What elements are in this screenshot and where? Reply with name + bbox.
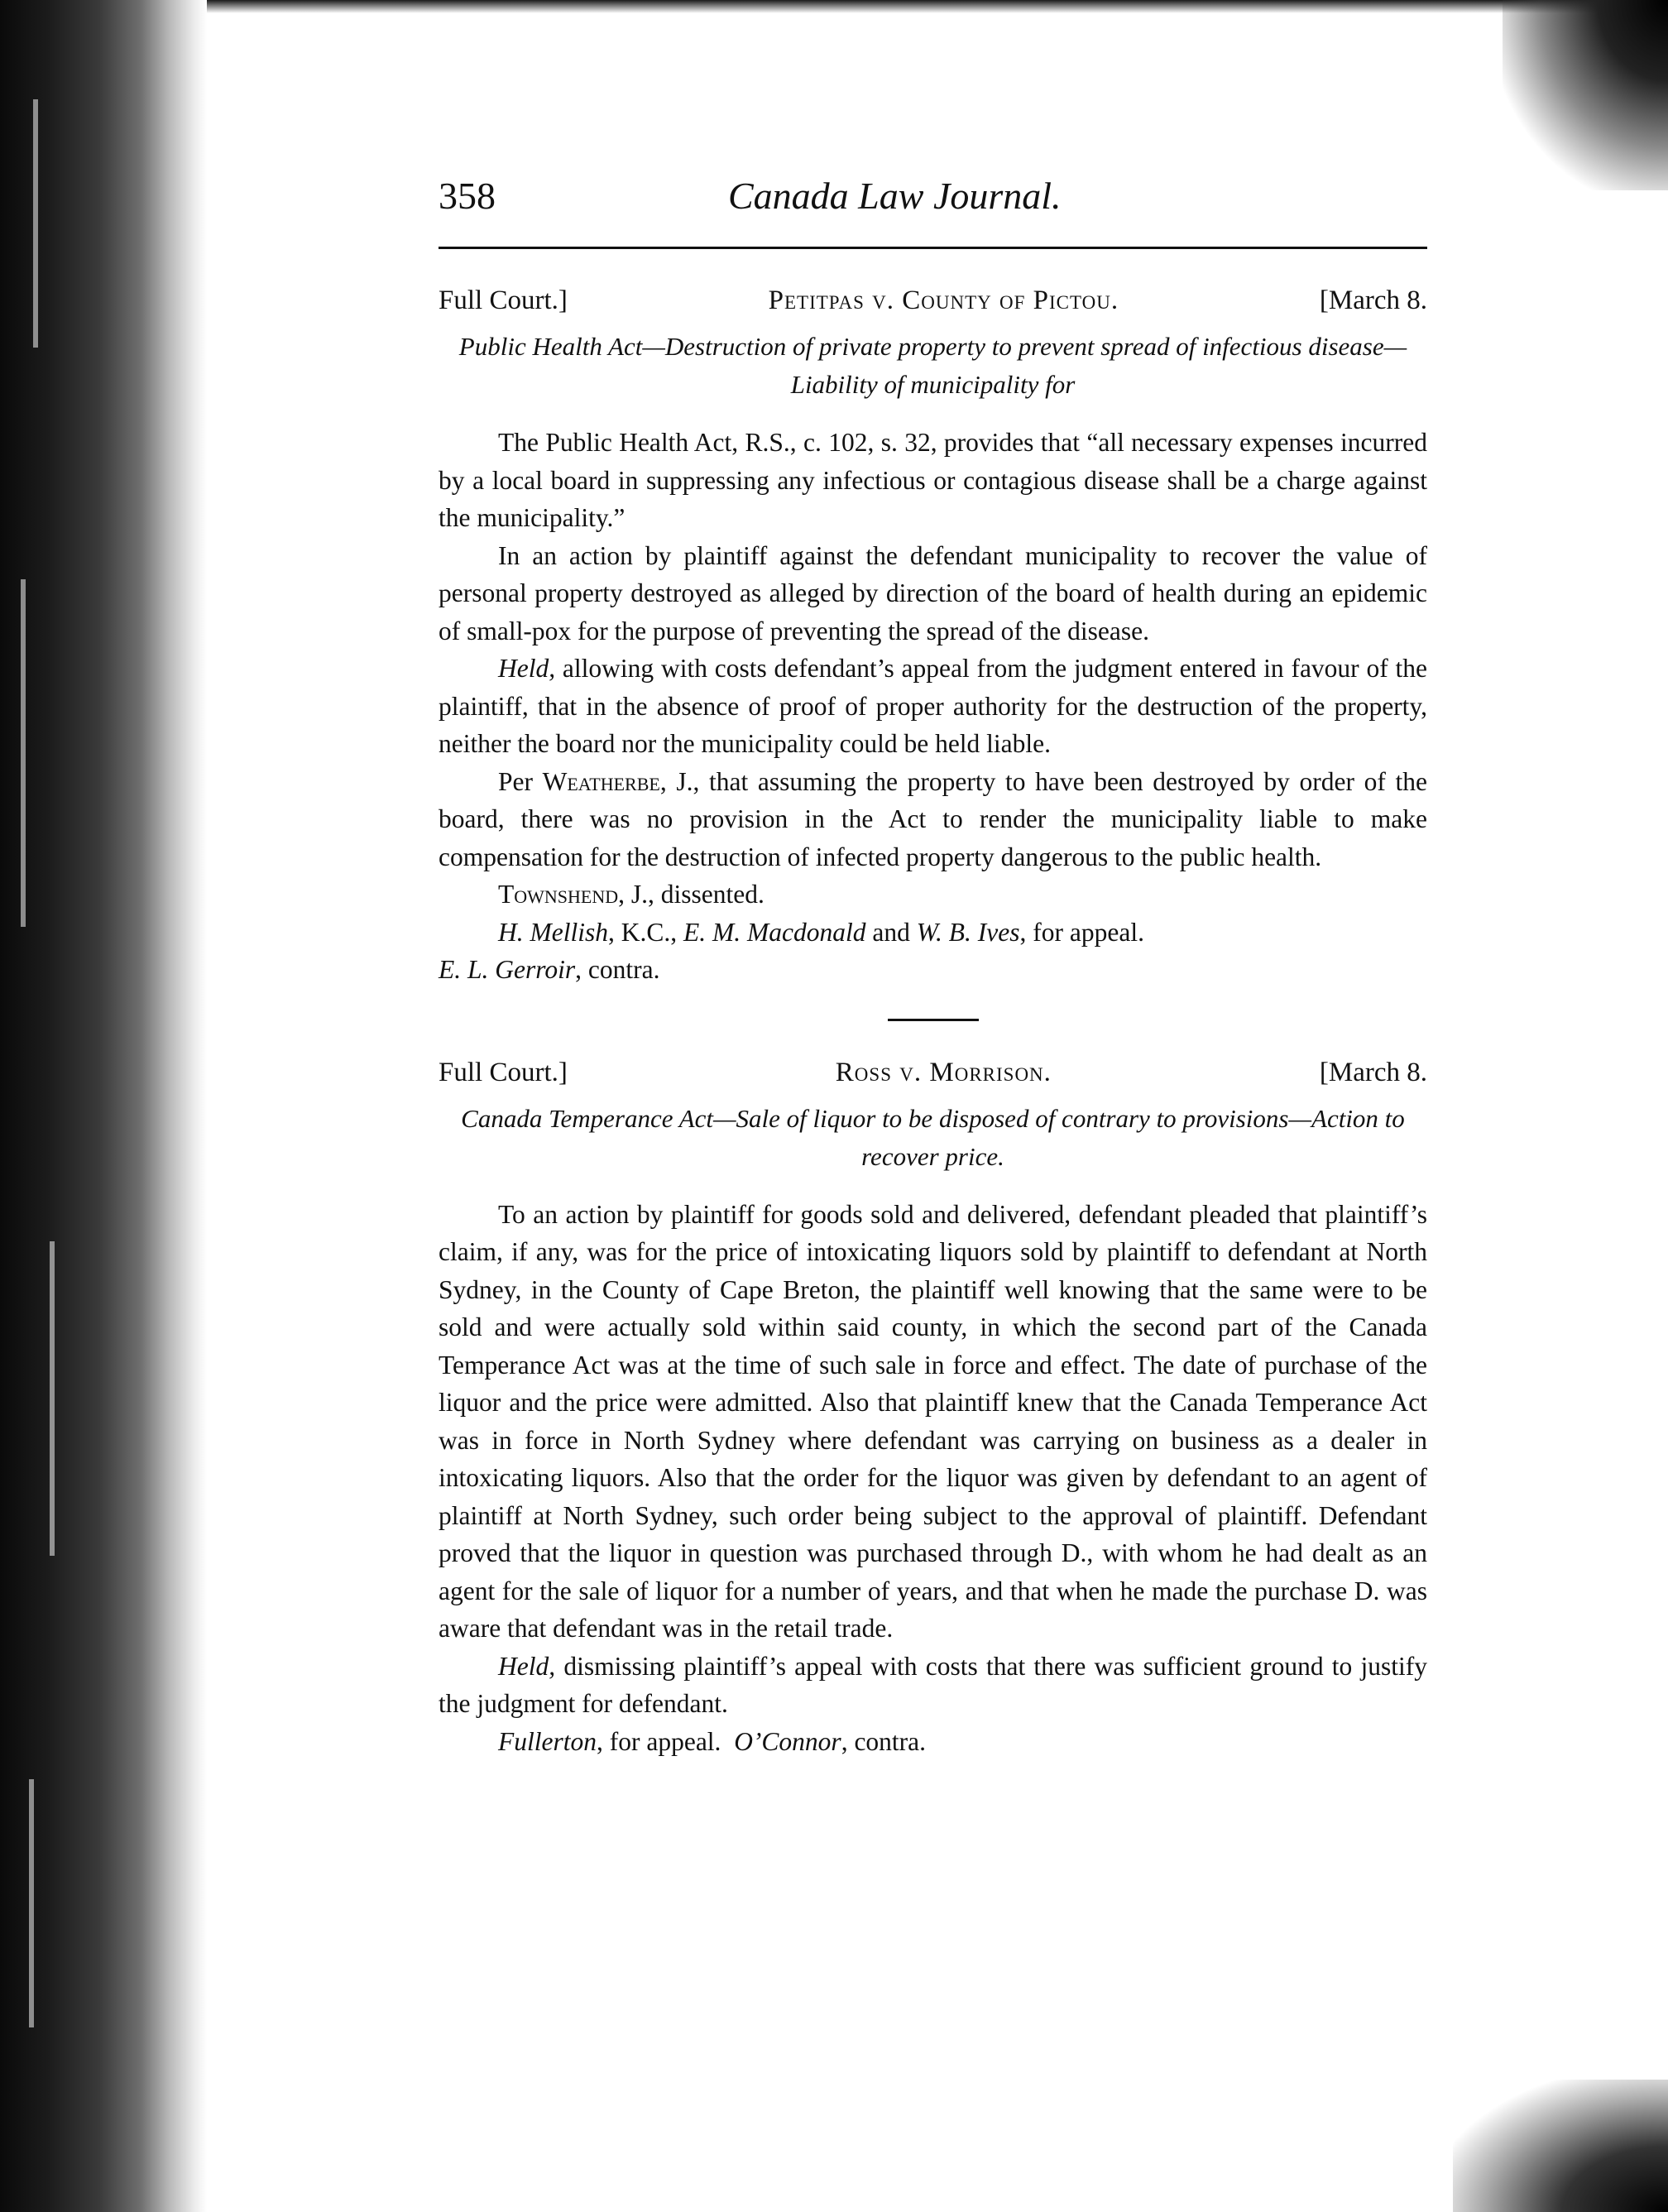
counsel-connector: and xyxy=(865,917,917,947)
case-headnote: Public Health Act—Destruction of private property to prevent spread of infectious disease—Liability of municipality for xyxy=(458,332,1407,399)
opinion-lead: Per xyxy=(498,766,543,796)
case-holding xyxy=(439,650,1427,763)
counsel-name: H. Mellish xyxy=(498,917,608,947)
counsel-name: E. L. Gerroir xyxy=(439,955,576,984)
judge-name: Townshend xyxy=(498,880,619,909)
counsel-role: , for appeal. xyxy=(597,1726,735,1756)
counsel-line xyxy=(439,1723,1427,1761)
page-number: 358 xyxy=(439,175,496,217)
court-label: Full Court.] xyxy=(439,1057,568,1087)
counsel-name: E. M. Macdonald xyxy=(683,917,866,947)
journal-page xyxy=(439,174,1427,1760)
scan-bottom-smudge xyxy=(1453,2080,1668,2212)
case-holding xyxy=(439,1648,1427,1723)
case-dissent xyxy=(439,876,1427,914)
scan-binding-edge xyxy=(0,0,207,2212)
case-date: [March 8. xyxy=(1319,285,1427,315)
scan-corner-smudge xyxy=(1503,0,1668,190)
counsel-line-contra xyxy=(439,951,1427,989)
case-headnote: Canada Temperance Act—Sale of liquor to be disposed of contrary to provisions—Action to recover price. xyxy=(461,1103,1405,1171)
running-head xyxy=(439,174,1427,240)
holding-text: allowing with costs defendant’s appeal from the judgment entered in favour of the plaintiff, that in the absence of proof of proper authority for the destruction of the property, neither the board nor the municipality could be held liable. xyxy=(439,654,1427,758)
case-paragraph: The Public Health Act, R.S., c. 102, s. 32, provides that “all necessary expenses incurred by a local board in suppressing any infectious or contagious disease shall be a charge against the municipality.” xyxy=(439,428,1427,532)
case-header-petitpas xyxy=(439,285,1427,316)
holding-text: dismissing plaintiff’s appeal with costs that there was sufficient ground to justify the judgment for defendant. xyxy=(439,1651,1427,1718)
counsel-role: , contra. xyxy=(575,955,660,984)
counsel-name: W. B. Ives xyxy=(916,917,1020,947)
held-label: Held, xyxy=(498,1651,556,1681)
case-name: Petitpas v. County of Pictou. xyxy=(768,285,1119,315)
counsel-role: , for appeal. xyxy=(1019,917,1144,947)
case-date: [March 8. xyxy=(1319,1057,1427,1087)
scan-top-edge xyxy=(207,0,1668,13)
case-name: Ross v. Morrison. xyxy=(835,1057,1052,1087)
dissent-text: , J., dissented. xyxy=(618,880,764,909)
counsel-name: O’Connor xyxy=(734,1726,841,1756)
case-divider xyxy=(888,1019,979,1021)
counsel-name: Fullerton xyxy=(498,1726,597,1756)
judge-name: Weatherbe xyxy=(542,766,660,796)
case-opinion xyxy=(439,763,1427,876)
counsel-role: , contra. xyxy=(841,1726,927,1756)
case-header-ross xyxy=(439,1058,1427,1088)
header-rule xyxy=(439,247,1427,249)
held-label: Held, xyxy=(498,654,556,683)
opinion-text: , J., that assuming the property to have been destroyed by order of the board, there was no provision in the Act to render the municipality liable to make compensation for the destruction of infected property dangerous to the public health. xyxy=(439,766,1427,871)
journal-title: Canada Law Journal. xyxy=(728,175,1062,217)
case-paragraph: To an action by plaintiff for goods sold and delivered, defendant pleaded that plaintiff’s claim, if any, was for the price of intoxicating liquors sold by plaintiff to defendant at North Sydney, in the County of Cape Breton, the plaintiff well knowing that the same were to be sold and were actually sold within said county, in which the second part of the Canada Temperance Act was at the time of such sale in force and effect. The date of purchase of the liquor and the price were admitted. Also that plaintiff knew that the Canada Temperance Act was in force in North Sydney where defendant was carrying on business as a dealer in intoxicating liquors. Also that the order for the liquor was given by defendant to an agent of plaintiff at North Sydney, such order being subject to the approval of plaintiff. Defendant proved that the liquor in question was purchased through D., with whom he had dealt as an agent for the sale of liquor for a number of years, and that when he made the purchase D. was aware that defendant was in the retail trade. xyxy=(439,1199,1427,1643)
counsel-connector: , K.C., xyxy=(607,917,683,947)
case-paragraph: In an action by plaintiff against the defendant municipality to recover the value of personal property destroyed as alleged by direction of the board of health during an epidemic of small-pox for the purpose of preventing the spread of the disease. xyxy=(439,540,1427,645)
court-label: Full Court.] xyxy=(439,285,568,315)
counsel-line-appeal xyxy=(439,914,1427,952)
